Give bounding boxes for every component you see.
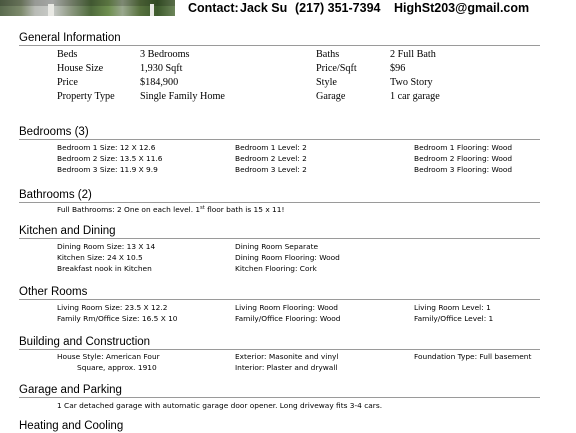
general-label: Style: [316, 77, 337, 88]
garage-text: 1 Car detached garage with automatic garage door opener. Long driveway fits 3-4 cars.: [57, 401, 383, 410]
bedroom-level: Bedroom 2 Level: 2: [235, 154, 307, 163]
garage-rule: [19, 397, 540, 398]
general-value: 2 Full Bath: [390, 49, 436, 60]
general-value: 3 Bedrooms: [140, 49, 190, 60]
general-heading: General Information: [19, 32, 121, 44]
bedrooms-rule: [19, 139, 540, 140]
other-rule: [19, 299, 540, 300]
bedroom-size: Bedroom 3 Size: 11.9 X 9.9: [57, 165, 158, 174]
bathrooms-text: Full Bathrooms: 2 One on each level. 1st floor bath is 15 x 11!: [57, 205, 285, 214]
general-value: Single Family Home: [140, 91, 225, 102]
bedroom-flooring: Bedroom 1 Flooring: Wood: [414, 143, 513, 152]
bedroom-flooring: Bedroom 3 Flooring: Wood: [414, 165, 513, 174]
general-value: 1,930 Sqft: [140, 63, 183, 74]
bedroom-flooring: Bedroom 2 Flooring: Wood: [414, 154, 513, 163]
general-label: Garage: [316, 91, 346, 102]
bedrooms-heading: Bedrooms (3): [19, 126, 89, 138]
contact-name: Jack Su: [240, 1, 288, 15]
general-label: Price/Sqft: [316, 63, 357, 74]
foundation: Foundation Type: Full basement: [414, 352, 532, 361]
building-heading: Building and Construction: [19, 336, 151, 348]
other-heading: Other Rooms: [19, 286, 88, 298]
kitchen-rule: [19, 238, 540, 239]
kitchen-item: Kitchen Size: 24 X 10.5: [57, 253, 143, 262]
house-style: House Style: American Four: [57, 352, 160, 361]
bedroom-size: Bedroom 2 Size: 13.5 X 11.6: [57, 154, 163, 163]
contact-phone: (217) 351-7394: [295, 1, 381, 15]
general-label: Beds: [57, 49, 78, 60]
general-value: Two Story: [390, 77, 433, 88]
house-photo: [0, 0, 175, 16]
garage-heading: Garage and Parking: [19, 384, 122, 396]
room-item: Living Room Flooring: Wood: [235, 303, 338, 312]
contact-label: Contact:: [188, 1, 239, 15]
kitchen-item: Dining Room Separate: [235, 242, 319, 251]
room-item: Living Room Level: 1: [414, 303, 491, 312]
bathrooms-rule: [19, 202, 540, 203]
general-label: Price: [57, 77, 78, 88]
kitchen-item: Breakfast nook in Kitchen: [57, 264, 152, 273]
room-item: Living Room Size: 23.5 X 12.2: [57, 303, 168, 312]
heating-heading: Heating and Cooling: [19, 420, 124, 432]
exterior: Exterior: Masonite and vinyl: [235, 352, 339, 361]
kitchen-item: Dining Room Flooring: Wood: [235, 253, 340, 262]
kitchen-item: Dining Room Size: 13 X 14: [57, 242, 156, 251]
house-style-cont: Square, approx. 1910: [77, 363, 157, 372]
general-label: Property Type: [57, 91, 115, 102]
bathrooms-heading: Bathrooms (2): [19, 189, 92, 201]
general-label: Baths: [316, 49, 340, 60]
general-label: House Size: [57, 63, 104, 74]
bedroom-level: Bedroom 1 Level: 2: [235, 143, 307, 152]
kitchen-item: Kitchen Flooring: Cork: [235, 264, 317, 273]
room-item: Family/Office Level: 1: [414, 314, 494, 323]
general-value: $184,900: [140, 77, 179, 88]
general-value: 1 car garage: [390, 91, 440, 102]
kitchen-heading: Kitchen and Dining: [19, 225, 116, 237]
room-item: Family/Office Flooring: Wood: [235, 314, 341, 323]
contact-email[interactable]: HighSt203@gmail.com: [394, 1, 530, 15]
building-rule: [19, 349, 540, 350]
bedroom-size: Bedroom 1 Size: 12 X 12.6: [57, 143, 156, 152]
room-item: Family Rm/Office Size: 16.5 X 10: [57, 314, 178, 323]
general-rule: [19, 45, 540, 46]
interior: Interior: Plaster and drywall: [235, 363, 338, 372]
bedroom-level: Bedroom 3 Level: 2: [235, 165, 307, 174]
general-value: $96: [390, 63, 406, 74]
